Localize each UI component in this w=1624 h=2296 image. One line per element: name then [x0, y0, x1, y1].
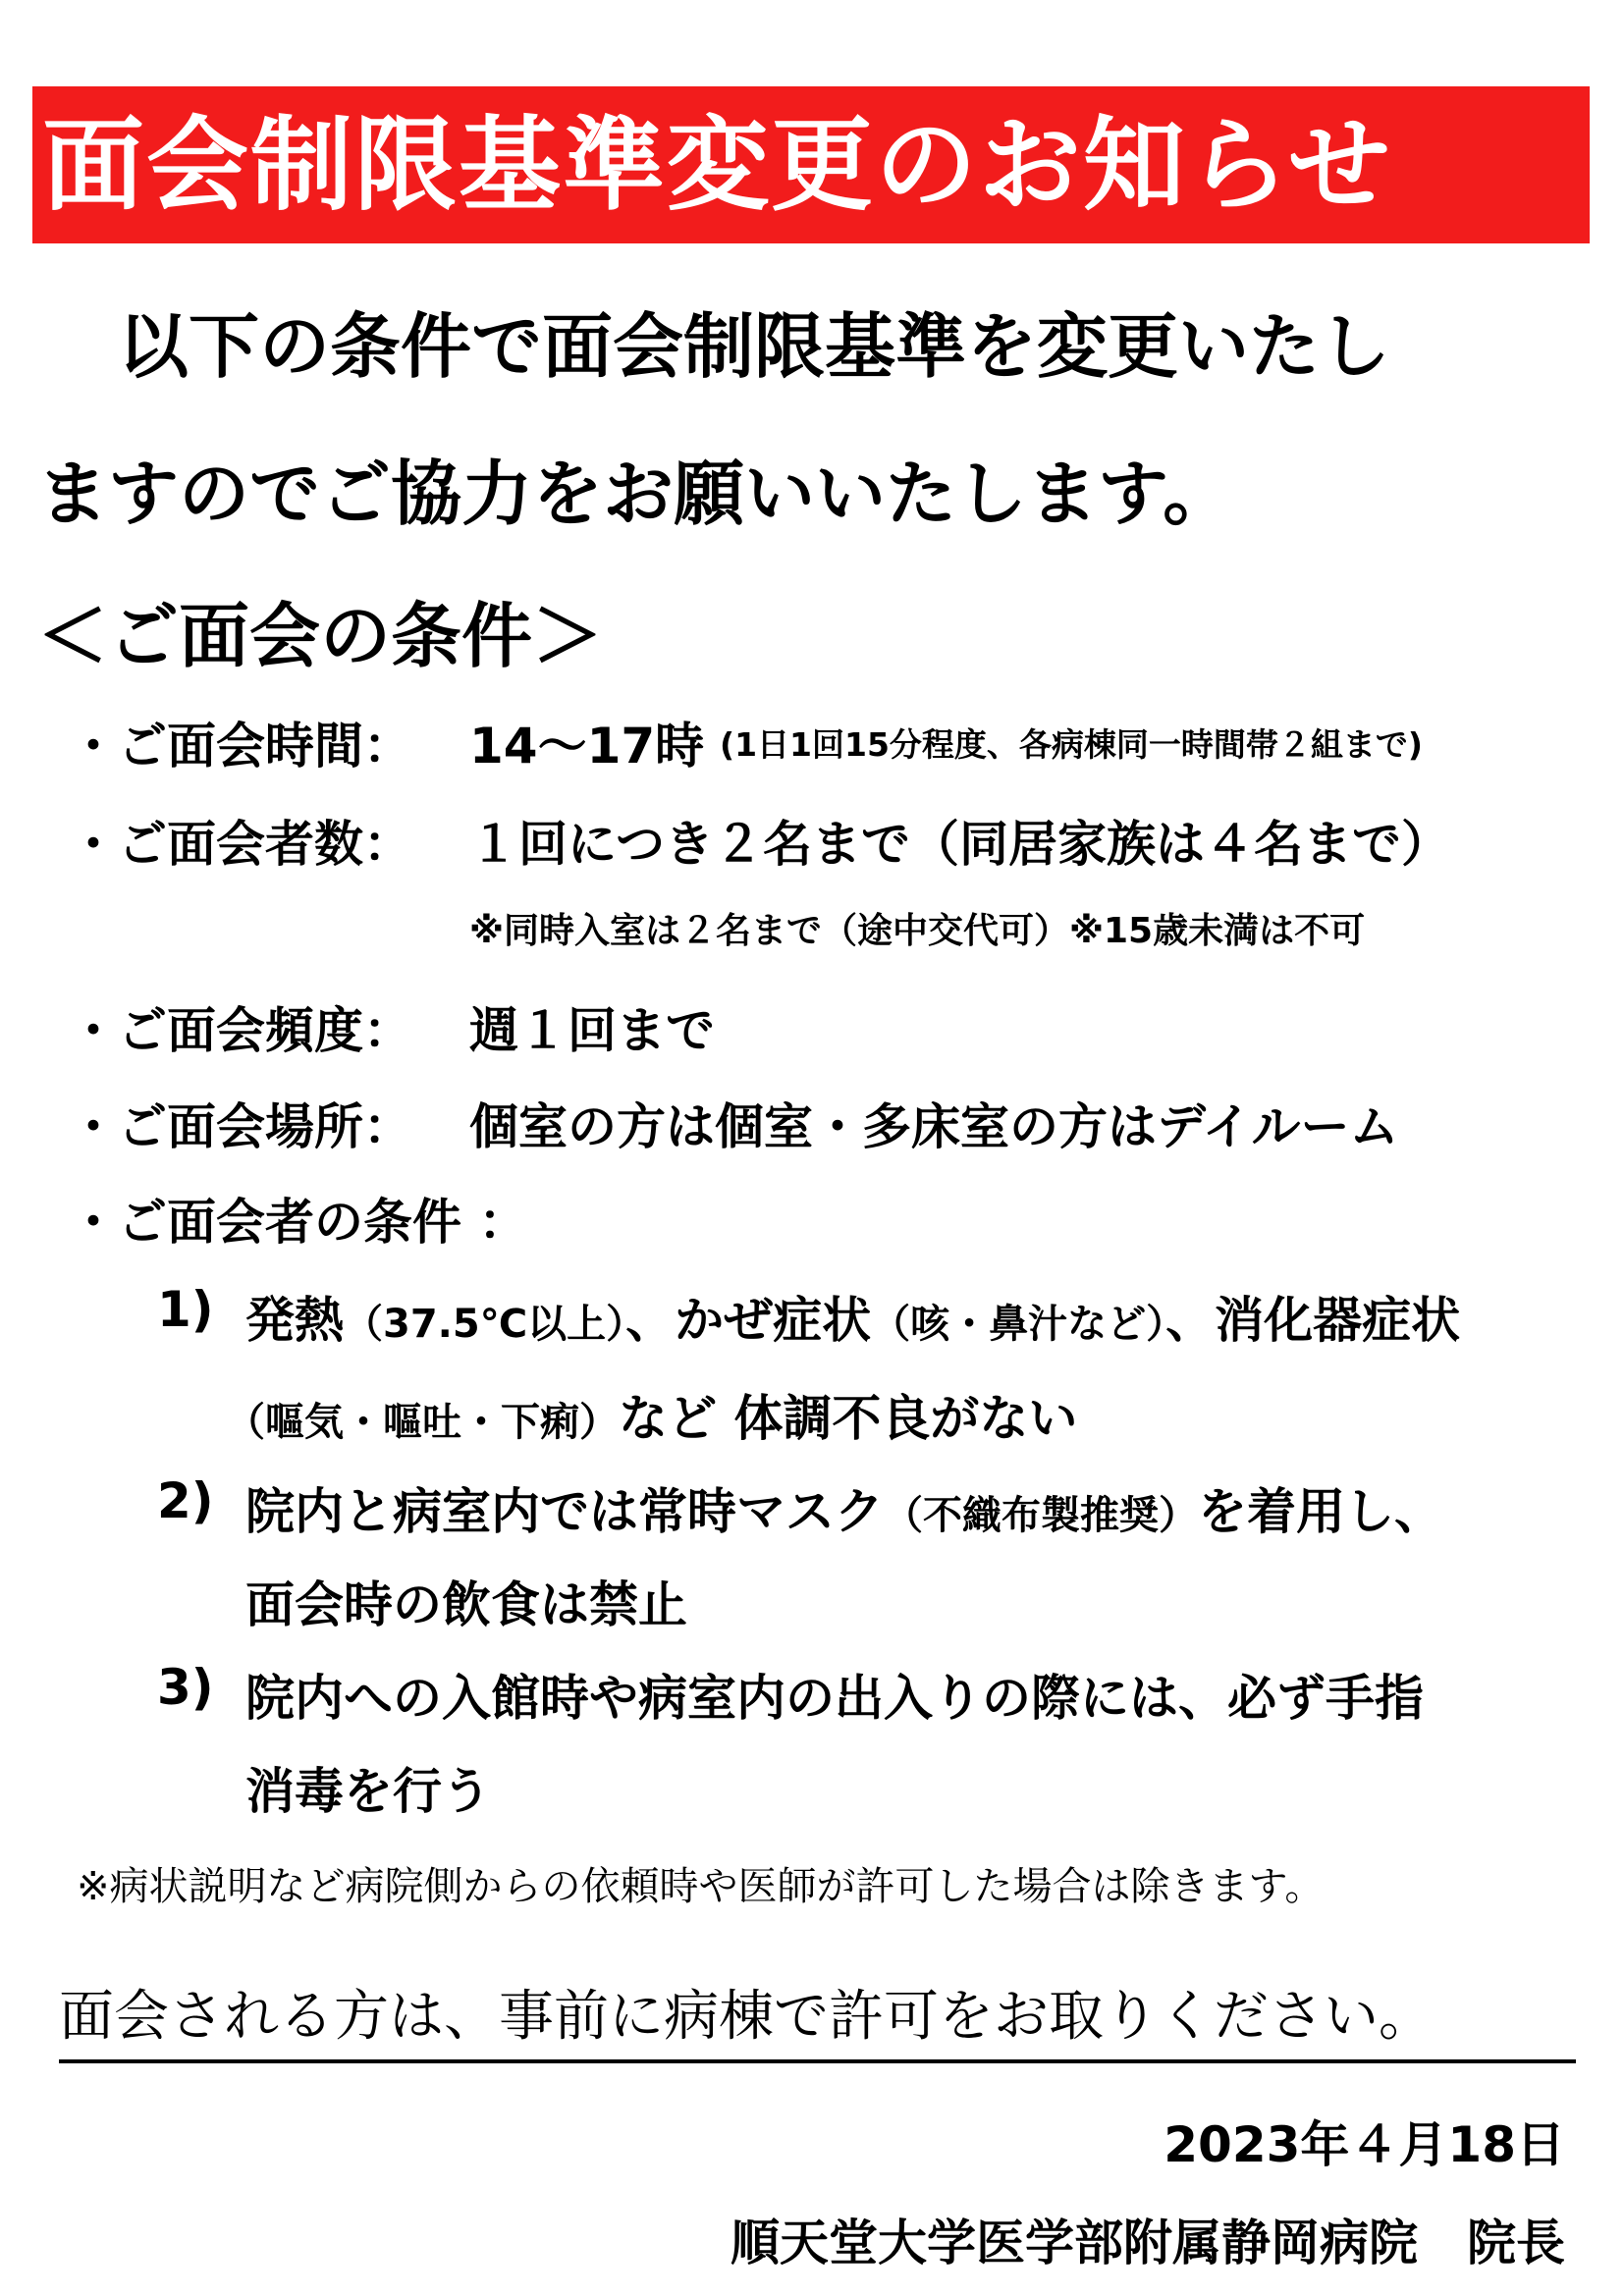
requirement-1-line-2	[226, 1379, 1077, 1450]
page-title: 面会制限基準変更のお知らせ	[32, 86, 1590, 243]
requirement-3-line-2: 消毒を行う	[245, 1763, 491, 1820]
fever-text: 発熱	[245, 1292, 344, 1349]
mask-text: 院内と病室内では常時マスク	[245, 1483, 884, 1540]
frequency-value: 週１回まで	[469, 1002, 715, 1059]
instruction-text: 面会される方は、事前に病棟で許可をお取りください。	[59, 1973, 1576, 2063]
requirement-3-number: 3)	[157, 1659, 214, 1716]
frequency-label: ・ご面会頻度：	[69, 1002, 412, 1059]
requirements-label: ・ご面会者の条件 ：	[69, 1194, 528, 1251]
hours-label: ・ご面会時間：	[69, 718, 412, 774]
visitors-label: ・ご面会者数：	[69, 816, 412, 873]
date: 2023年４月18日	[1164, 2116, 1565, 2173]
cold-text: 、かぜ症状	[625, 1292, 872, 1349]
requirement-2-line-1	[245, 1472, 1443, 1543]
fever-note: （37.5℃以上）	[344, 1302, 626, 1347]
hours-note: (1日1回15分程度、各病棟同一時間帯２組まで)	[720, 725, 1424, 764]
place-value: 個室の方は個室・多床室の方はデイルーム	[469, 1098, 1399, 1155]
no-illness-text: など 体調不良がない	[619, 1390, 1078, 1447]
mask-note: （不織布製推奨）	[884, 1493, 1198, 1538]
requirement-1-line-1	[245, 1281, 1460, 1352]
intro-line-2: ますのでご協力をお願いいたします。	[37, 453, 1234, 535]
conditions-heading: ＜ご面会の条件＞	[37, 595, 604, 677]
cold-note: （咳・鼻汁など）	[871, 1302, 1166, 1347]
hours-value: 14～17時	[469, 718, 705, 774]
exception-note: ※病状説明など病院側からの依頼時や医師が許可した場合は除きます。	[77, 1864, 1325, 1909]
requirement-2-number: 2)	[157, 1472, 214, 1529]
visitors-value: １回につき２名まで（同居家族は４名まで）	[469, 816, 1450, 873]
mask-text-end: を着用し、	[1198, 1483, 1443, 1540]
requirement-1-number: 1)	[157, 1281, 214, 1338]
signature: 順天堂大学医学部附属静岡病院 院長	[731, 2215, 1565, 2271]
visitors-note: ※同時入室は２名まで（途中交代可）※15歳未満は不可	[469, 911, 1366, 951]
digestive-note: （嘔気・嘔吐・下痢）	[226, 1400, 619, 1445]
requirement-3-line-1: 院内への入館時や病室内の出入りの際には、必ず手指	[245, 1670, 1424, 1727]
place-label: ・ご面会場所：	[69, 1098, 412, 1155]
intro-line-1: 以下の条件で面会制限基準を変更いたし	[118, 305, 1391, 388]
digestive-text: 、消化器症状	[1165, 1292, 1461, 1349]
requirement-2-line-2: 面会時の飲食は禁止	[245, 1576, 687, 1633]
